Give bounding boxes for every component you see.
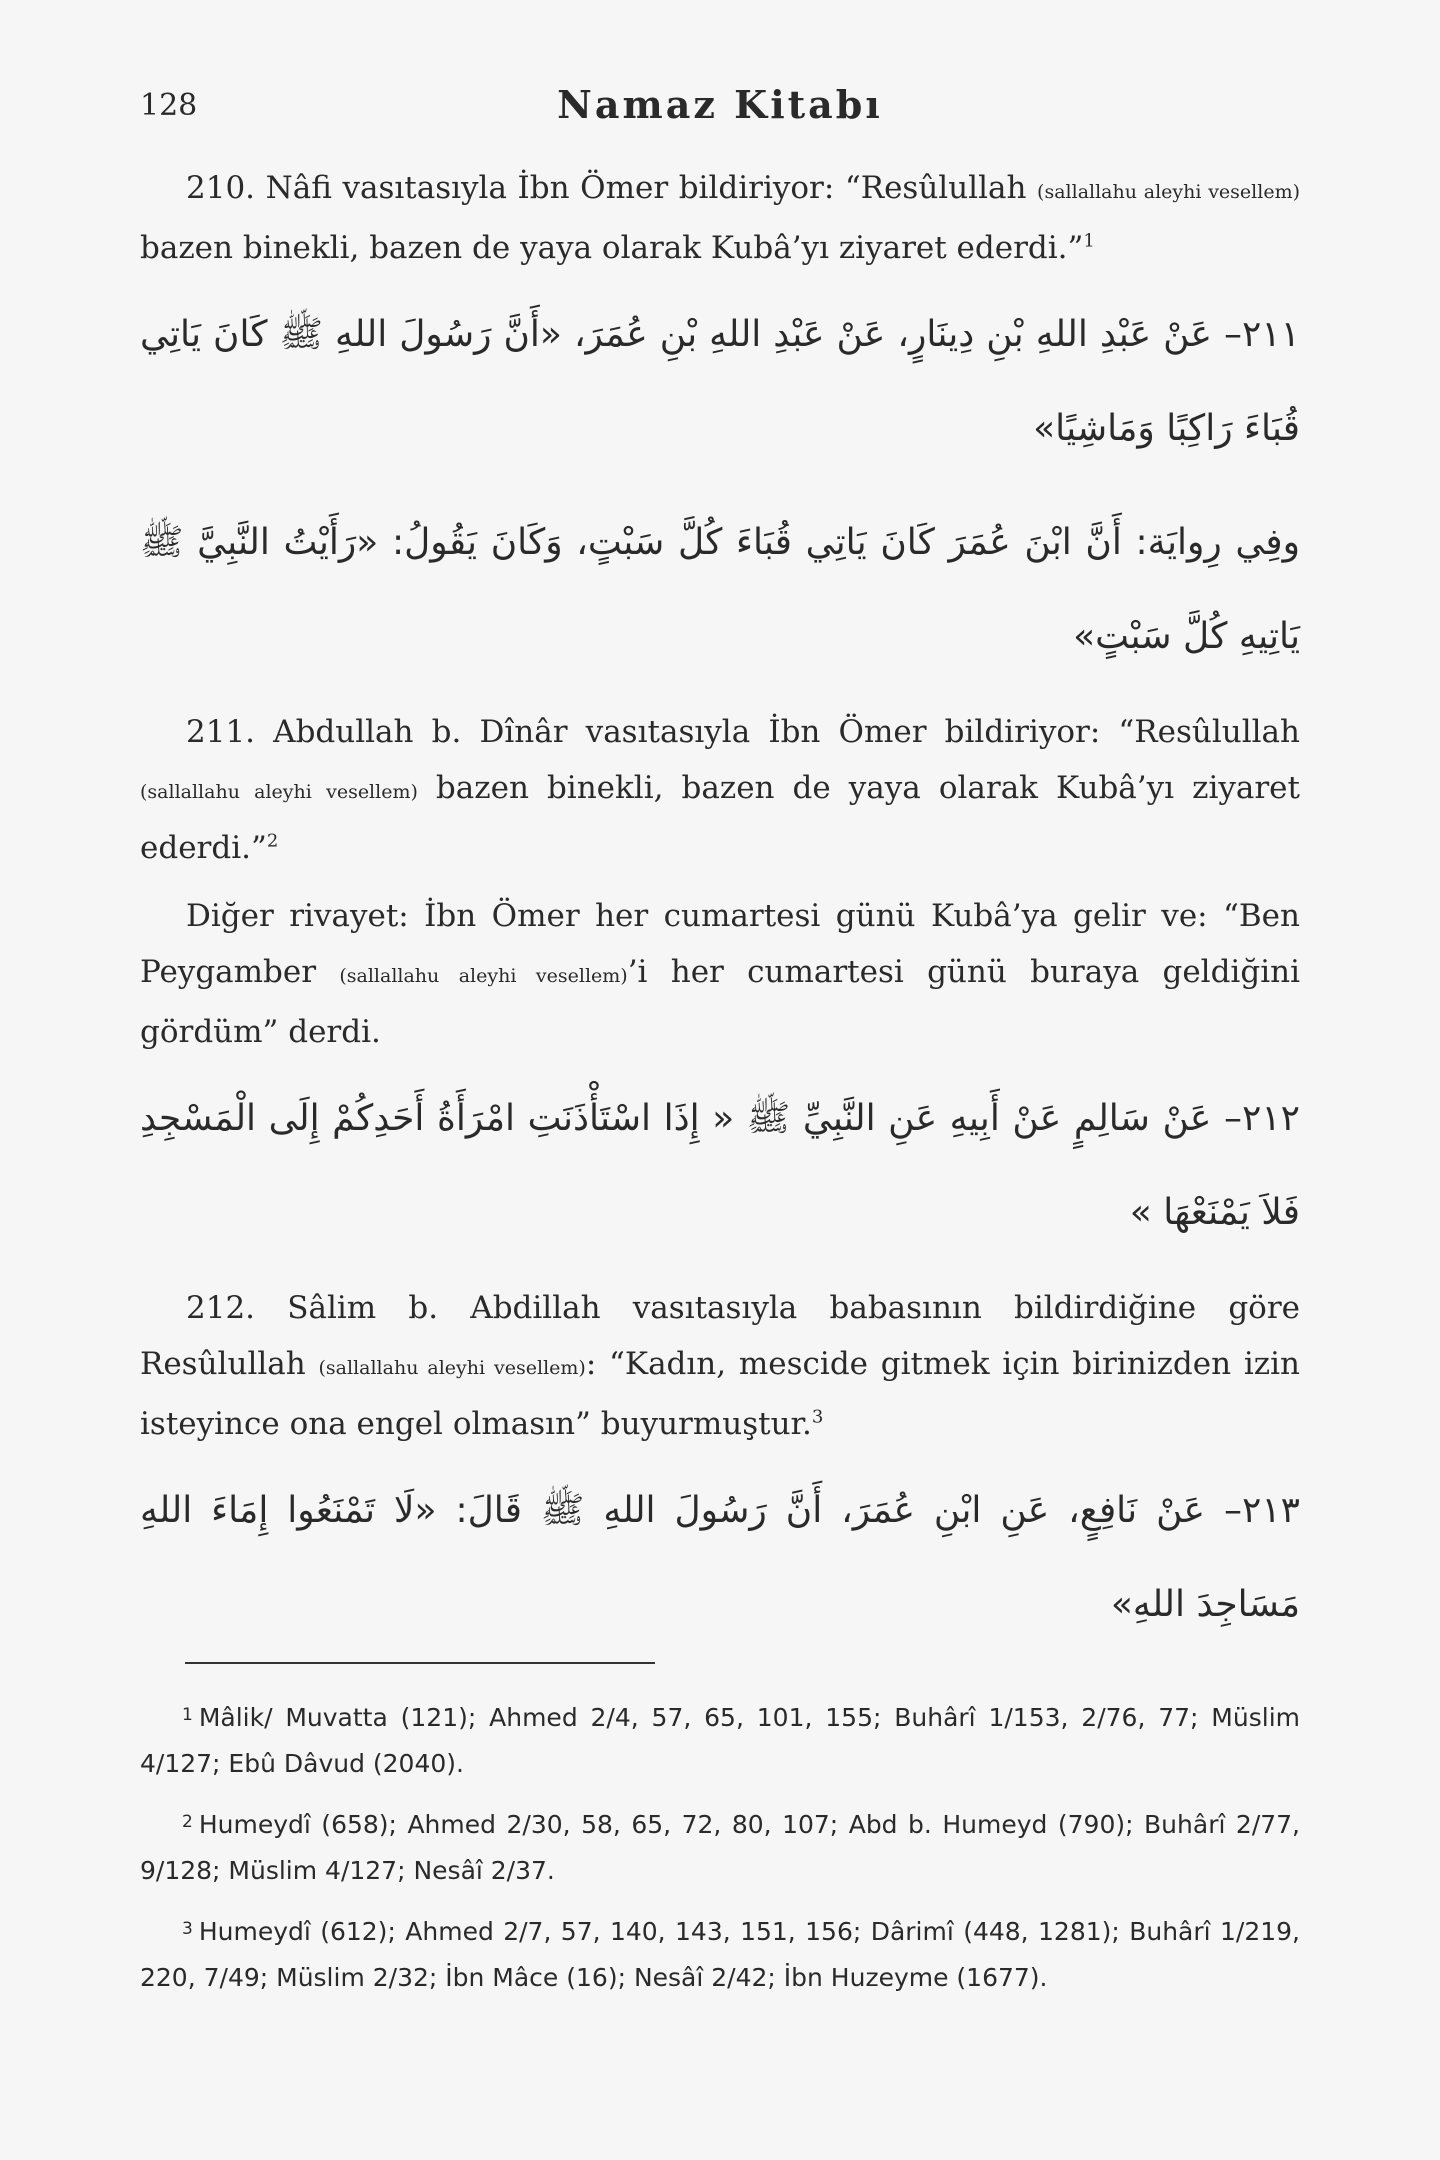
footnote-ref[interactable]: 3 (811, 1406, 824, 1428)
page-number: 128 (140, 88, 198, 123)
paragraph-text: 211. Abdullah b. Dînâr vasıtasıyla İbn Ömer bildiriyor: “Resûlullah (186, 714, 1300, 750)
footnote-number: 3 (182, 1919, 193, 1939)
paragraph-text: ’i her cumartesi günü buraya geldiğini gördüm” derdi. (140, 954, 1300, 1050)
footnote-ref[interactable]: 1 (1083, 230, 1095, 252)
salawat-note: (sallallahu aleyhi vesellem) (1037, 181, 1300, 203)
footnote-ref[interactable]: 2 (266, 830, 279, 852)
salawat-note: (sallallahu aleyhi vesellem) (140, 781, 418, 803)
paragraph-211-diger (140, 888, 1300, 1060)
paragraph-210 (140, 160, 1300, 276)
arabic-hadith-213: ٢١٣– عَنْ نَافِعٍ، عَنِ ابْنِ عُمَرَ، أَنَّ رَسُولَ اللهِ ﷺ قَالَ: «لَا تَمْنَعُوا إِمَاءَ اللهِ مَسَاجِدَ اللهِ» (140, 1490, 1300, 1625)
salawat-note: (sallallahu aleyhi vesellem) (339, 965, 628, 987)
footnote-text: Mâlik/ Muvatta (121); Ahmed 2/4, 57, 65, 101, 155; Buhârî 1/153, 2/76, 77; Müslim 4/127; Ebû Dâvud (2040). (140, 1703, 1300, 1778)
running-title: Namaz Kitabı (557, 82, 883, 127)
footnote-3 (140, 1906, 1300, 2001)
footnote-text: Humeydî (612); Ahmed 2/7, 57, 140, 143, 151, 156; Dârimî (448, 1281); Buhârî 1/219, 220, 7/49; Müslim 2/32; İbn Mâce (16); Nesâî 2/42; İbn Huzeyme (1677). (140, 1917, 1300, 1992)
paragraph-text: 212. Sâlim b. Abdillah vasıtasıyla babasının bildirdiğine göre Resûlullah (140, 1290, 1300, 1382)
footnote-1 (140, 1692, 1300, 1787)
page-header (140, 82, 1300, 132)
footnote-2 (140, 1799, 1300, 1894)
paragraph-text: bazen binekli, bazen de yaya olarak Kubâ’yı ziyaret ederdi.” (140, 770, 1300, 866)
body-text (140, 160, 1300, 1672)
salawat-note: (sallallahu aleyhi vesellem) (318, 1357, 586, 1379)
paragraph-text: Diğer rivayet: İbn Ömer her cumartesi günü Kubâ’ya gelir ve: “Ben Peygamber (140, 898, 1300, 990)
paragraph-212 (140, 1280, 1300, 1452)
arabic-hadith-211-riwaya: وفِي رِوايَة: أَنَّ ابْنَ عُمَرَ كَانَ يَاتِي قُبَاءَ كُلَّ سَبْتٍ، وَكَانَ يَقُولُ: «رَأَيْتُ النَّبِيَّ ﷺ يَاتِيهِ كُلَّ سَبْتٍ» (140, 522, 1300, 657)
paragraph-211 (140, 704, 1300, 876)
arabic-hadith-212: ٢١٢– عَنْ سَالِمٍ عَنْ أَبِيهِ عَنِ النَّبِيِّ ﷺ « إِذَا اسْتَأْذَنَتِ امْرَأَةُ أَحَدِكُمْ إِلَى الْمَسْجِدِ فَلاَ يَمْنَعْهَا » (140, 1098, 1300, 1233)
paragraph-text: 210. Nâfi vasıtasıyla İbn Ömer bildiriyor: “Resûlullah (186, 170, 1038, 206)
arabic-hadith-211: ٢١١– عَنْ عَبْدِ اللهِ بْنِ دِينَارٍ، عَنْ عَبْدِ اللهِ بْنِ عُمَرَ، «أَنَّ رَسُولَ اللهِ ﷺ كَانَ يَاتِي قُبَاءَ رَاكِبًا وَمَاشِيًا» (140, 314, 1300, 449)
paragraph-text: bazen binekli, bazen de yaya olarak Kubâ’yı ziyaret ederdi.” (140, 230, 1084, 266)
footnote-divider (185, 1662, 655, 1664)
paragraph-text: : “Kadın, mescide gitmek için birinizden izin isteyince ona engel olmasın” buyurmuştur. (140, 1346, 1300, 1442)
footnote-number: 2 (182, 1812, 193, 1832)
footnote-text: Humeydî (658); Ahmed 2/30, 58, 65, 72, 80, 107; Abd b. Humeyd (790); Buhârî 2/77, 9/128; Müslim 4/127; Nesâî 2/37. (140, 1810, 1300, 1885)
footnotes (140, 1662, 1300, 2013)
footnote-number: 1 (182, 1705, 193, 1725)
